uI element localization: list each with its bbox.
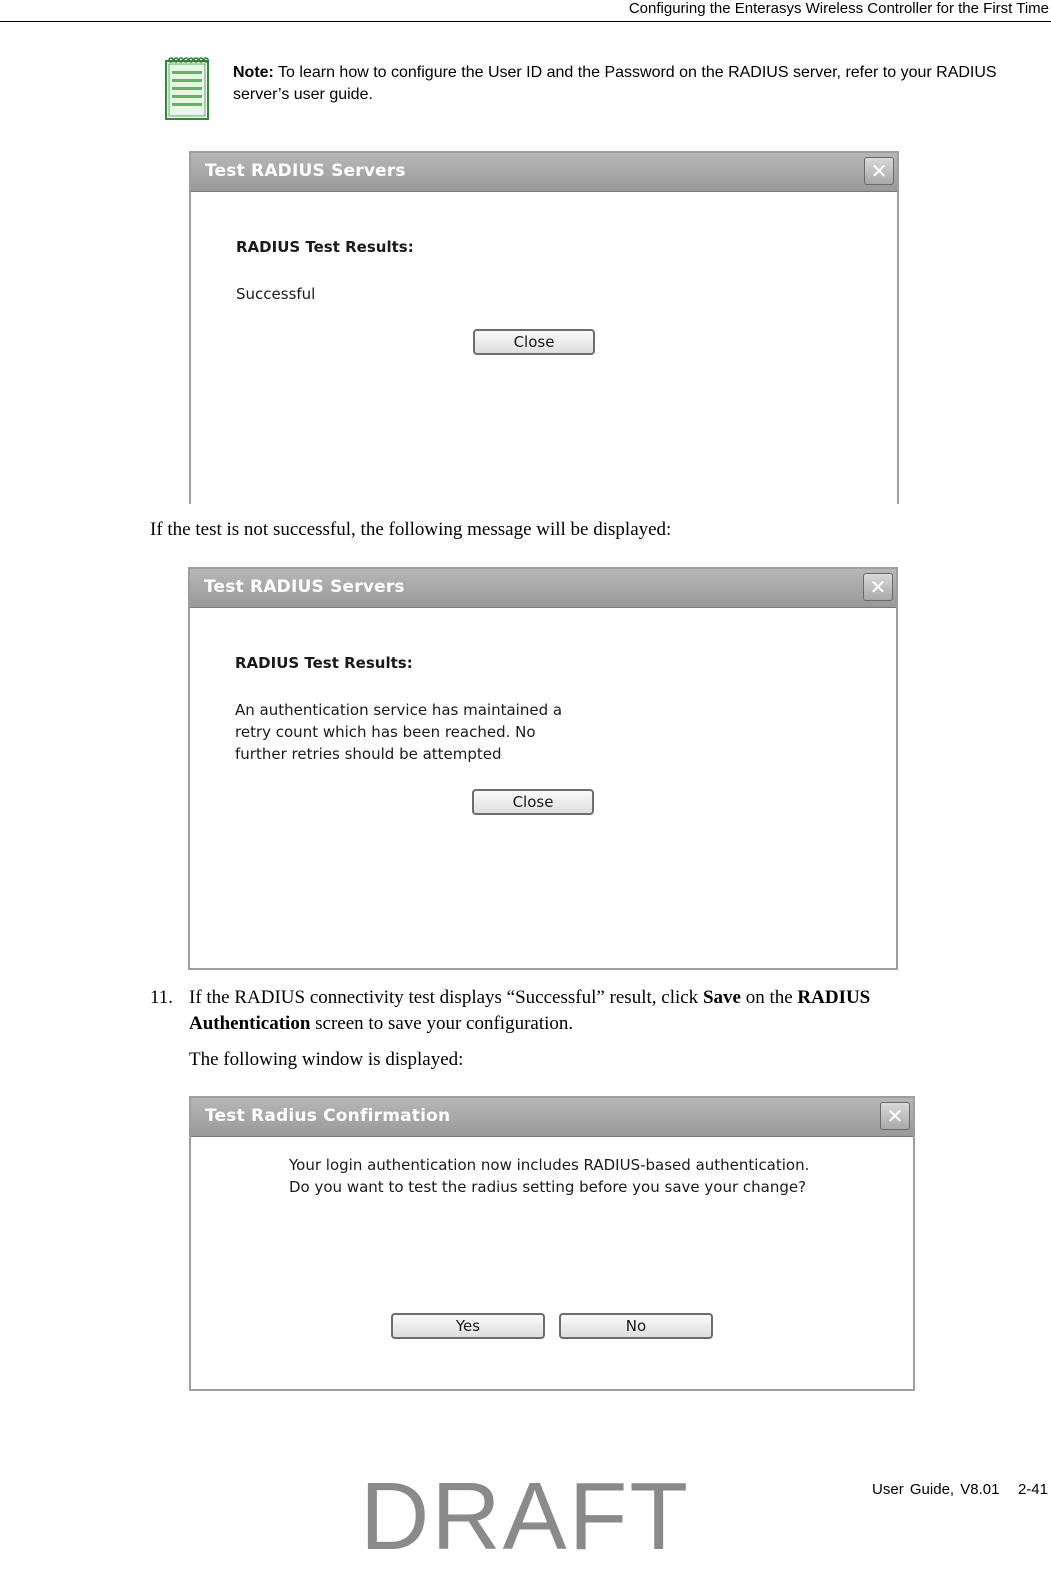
fail-intro-text: If the test is not successful, the following message will be displayed: (150, 519, 672, 540)
close-icon[interactable]: ✕ (864, 157, 894, 185)
confirm-line: Do you want to test the radius setting before you save your change? (289, 1178, 807, 1196)
close-icon[interactable]: ✕ (863, 573, 893, 601)
test-radius-success-dialog (189, 151, 899, 504)
test-radius-confirmation-dialog (189, 1096, 915, 1391)
results-label: RADIUS Test Results: (235, 654, 413, 672)
close-button[interactable]: Close (472, 789, 594, 815)
no-button[interactable]: No (559, 1313, 713, 1339)
note-label: Note: (233, 64, 274, 81)
step-text: on the (740, 987, 798, 1008)
confirm-message (289, 1154, 809, 1198)
note-body: To learn how to configure the User ID and the Password on the RADIUS server, refer to your RADIUS server’s user guide. (233, 64, 997, 103)
dialog-title: Test Radius Confirmation (205, 1106, 451, 1126)
step-text: If the RADIUS connectivity test displays “Successful” result, click (189, 987, 703, 1008)
dialog-title: Test RADIUS Servers (204, 577, 405, 597)
dialog-title: Test RADIUS Servers (205, 161, 406, 181)
header-rule (0, 21, 1051, 22)
step-number: 11. (150, 987, 174, 1008)
page-footer (872, 1481, 1048, 1498)
save-keyword: Save (702, 987, 741, 1008)
radius-keyword: RADIUS (797, 987, 871, 1008)
guide-version: User Guide, V8.01 (872, 1481, 1000, 1498)
test-radius-fail-dialog (188, 567, 898, 970)
error-line: retry count which has been reached. No (235, 723, 536, 741)
close-button[interactable]: Close (473, 329, 595, 355)
following-window-text: The following window is displayed: (189, 1049, 464, 1070)
dialog-titlebar (191, 153, 897, 192)
page-number: 2-41 (1017, 1481, 1048, 1498)
error-message (235, 699, 562, 765)
running-header: Configuring the Enterasys Wireless Controller for the First Time (628, 0, 1049, 17)
authentication-keyword: Authentication (189, 1013, 311, 1034)
results-label: RADIUS Test Results: (236, 238, 414, 256)
dialog-titlebar (190, 569, 896, 608)
yes-button[interactable]: Yes (391, 1313, 545, 1339)
close-icon[interactable]: ✕ (880, 1102, 910, 1130)
confirm-line: Your login authentication now includes RADIUS-based authentication. (289, 1156, 810, 1174)
note-pad-icon (164, 55, 210, 121)
note-text (233, 62, 1048, 106)
step-text: screen to save your configuration. (310, 1013, 574, 1034)
draft-watermark: DRAFT (360, 1463, 690, 1570)
result-text: Successful (236, 285, 316, 303)
dialog-titlebar (191, 1098, 913, 1137)
error-line: further retries should be attempted (235, 745, 502, 763)
step-11-text (189, 985, 1039, 1037)
error-line: An authentication service has maintained a (235, 701, 563, 719)
